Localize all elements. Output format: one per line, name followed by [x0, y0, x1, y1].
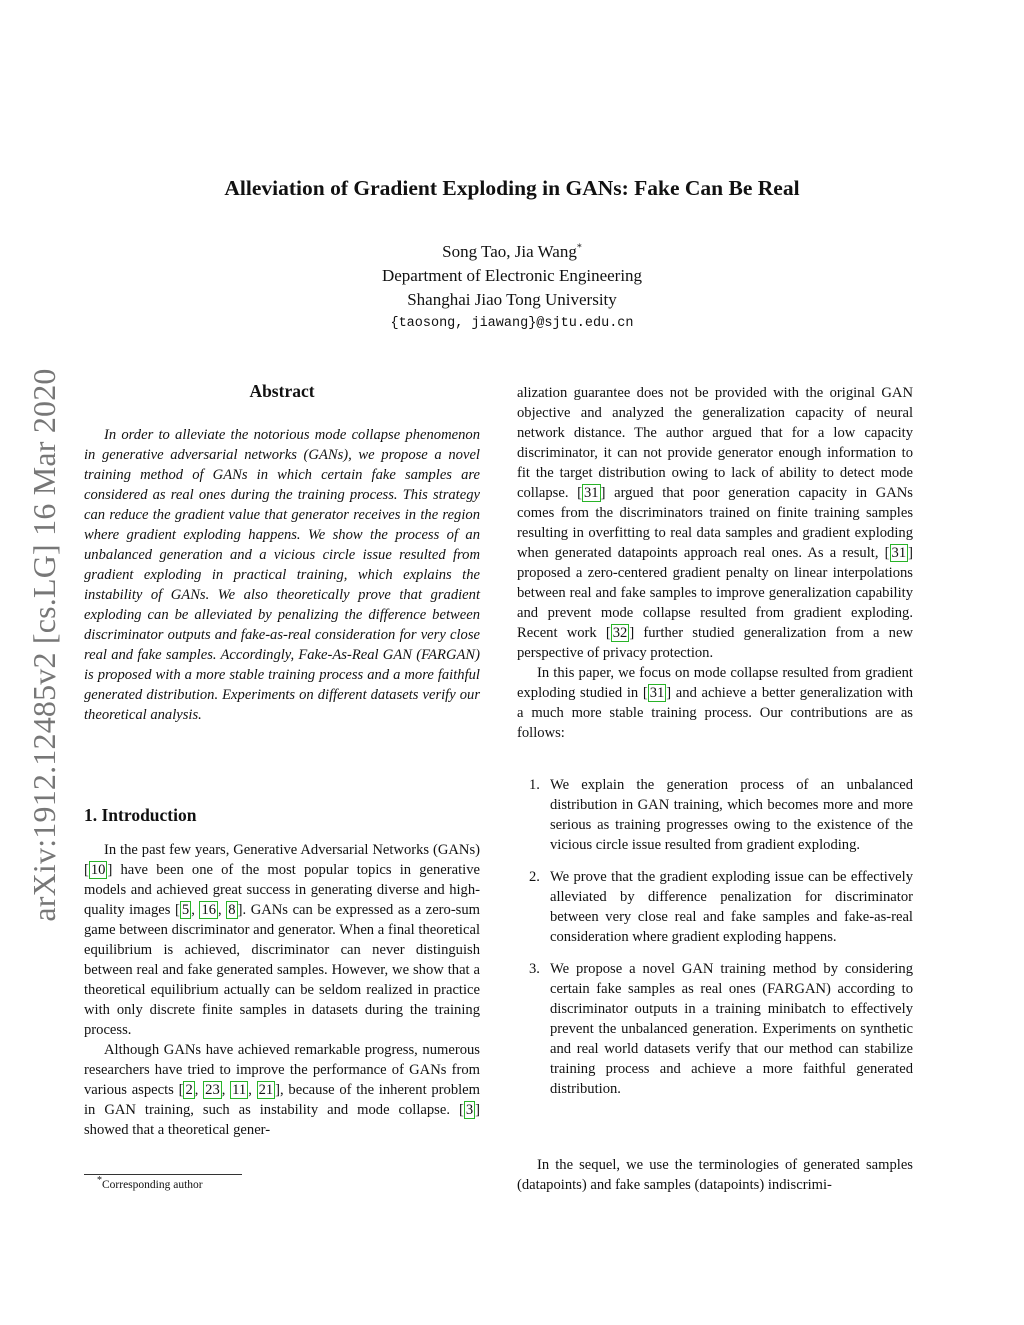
arxiv-stamp: arXiv:1912.12485v2 [cs.LG] 16 Mar 2020 — [26, 368, 62, 922]
list-item — [517, 867, 913, 947]
list-number: 2. — [529, 869, 540, 885]
intro-paragraph-1 — [84, 840, 480, 1040]
paper-title: Alleviation of Gradient Exploding in GANs: Fake Can Be Real — [224, 176, 800, 200]
list-item — [517, 775, 913, 855]
author-names-text: Song Tao, Jia Wang — [442, 242, 577, 261]
citation-link[interactable]: 21 — [258, 1082, 274, 1098]
list-item-text: We explain the generation process of an unbalanced distribution in GAN training, which becomes more and more serious as training progresses owing to the existence of the vicious circle issue resulted from gradient exploding. — [550, 777, 913, 853]
text-run: ] proposed a zero-centered gradient penalty on linear interpolations between real and fake samples to improve generalization capability and prevent mode collapse resulted from gradient exploding. Recent work [ — [517, 545, 913, 641]
abstract-heading: Abstract — [249, 381, 315, 401]
citation-link[interactable]: 5 — [181, 902, 190, 918]
intro-paragraph-2 — [84, 1040, 480, 1140]
text-run: ] and achieve a better generalization with a much more stable training process. Our contributions are as follows: — [517, 685, 913, 741]
citation-link[interactable]: 8 — [228, 902, 236, 918]
text-run: Although GANs have achieved remarkable progress, numerous researchers have tried to improve the performance of GANs from various aspects [ — [84, 1042, 480, 1098]
list-number: 1. — [529, 777, 540, 793]
citation-link[interactable]: 31 — [583, 485, 599, 501]
text-run: ], because of the inherent problem in GAN training, such as instability and mode collapse. [ — [84, 1082, 481, 1118]
footnote-mark: * — [97, 1175, 102, 1187]
text-run: ] further studied generalization from a new perspective of privacy protection. — [517, 625, 913, 661]
list-item-text: We propose a novel GAN training method by considering certain fake samples as real ones (FARGAN) according to discriminator outputs in a training minibatch to effectively prevent the unbalanced generation. Experiments on synthetic and real world datasets verify that our method can stabilize training process and achieve a more faithful generated distribution. — [550, 961, 913, 1097]
citation-link[interactable]: 16 — [201, 902, 217, 918]
sequel-paragraph — [517, 1155, 913, 1195]
author-block — [0, 240, 1024, 336]
list-item-text: We prove that the gradient exploding issue can be effectively alleviated by difference penalization for discriminator between very close real and fake samples and fake-as-real consideration where gradient exploding happens. — [550, 869, 913, 945]
citation-link[interactable]: 31 — [649, 685, 665, 701]
text-run: , — [194, 1082, 204, 1098]
contributions-list — [517, 775, 913, 1111]
list-item — [517, 959, 913, 1099]
footnote-divider — [84, 1174, 242, 1175]
text-run: ]. GANs can be expressed as a zero-sum game between discriminator and generator. When a final theoretical equilibrium is achieved, discriminator can never distinguish between real and fake generated samples. However, we show that a theoretical equilibrium actually can be seldom realized in practice with only discrete finite samples in datasets during the training process. — [84, 902, 481, 1038]
abstract-body — [84, 425, 480, 725]
text-run: , — [221, 1082, 231, 1098]
citation-link[interactable]: 32 — [612, 625, 628, 641]
author-email: {taosong, jiawang}@sjtu.edu.cn — [390, 316, 634, 331]
author-names — [0, 240, 1024, 264]
right-paragraph-1 — [517, 383, 913, 663]
citation-link[interactable]: 31 — [891, 545, 907, 561]
citation-link[interactable]: 3 — [465, 1102, 474, 1118]
text-run: , — [191, 902, 200, 918]
introduction-body — [84, 840, 480, 1140]
affiliation-department: Department of Electronic Engineering — [381, 266, 643, 285]
right-paragraph-2 — [517, 663, 913, 743]
text-run: , — [248, 1082, 257, 1098]
text-run: In the past few years, Generative Adversarial Networks (GANs) [ — [84, 842, 480, 878]
citation-link[interactable]: 2 — [185, 1082, 193, 1098]
sequel-text: In the sequel, we use the terminologies of generated samples (datapoints) and fake samples (datapoints) indiscrimi- — [517, 1157, 913, 1193]
citation-link[interactable]: 11 — [232, 1082, 247, 1098]
footnote-text: Corresponding author — [102, 1179, 203, 1191]
list-number: 3. — [529, 961, 540, 977]
affiliation-university: Shanghai Jiao Tong University — [407, 290, 617, 309]
text-run: In this paper, we focus on mode collapse resulted from gradient exploding studied in [ — [517, 665, 913, 701]
citation-link[interactable]: 23 — [205, 1082, 220, 1098]
corresponding-mark: * — [576, 242, 582, 254]
introduction-heading: 1. Introduction — [84, 805, 197, 825]
text-run: ] argued that poor generation capacity in GANs comes from the discriminators trained on finite training samples resulting in overfitting to real data samples and gradient exploding when generated datapoints approach real ones. As a result, [ — [517, 485, 913, 561]
abstract-text: In order to alleviate the notorious mode collapse phenomenon in generative adversarial networks (GANs), we propose a novel training method of GANs in which certain fake samples are considered as real ones during the training process. This strategy can reduce the gradient value that generator receives in the region where gradient exploding happens. We show the process of an unbalanced generation and a vicious circle issue resulted from gradient exploding in practical training, which explains the instability of GANs. We also theoretically prove that gradient exploding can be alleviated by penalizing the difference between discriminator outputs and fake-as-real consideration for very close real and fake samples. Accordingly, Fake-As-Real GAN (FARGAN) is proposed with a more stable training process and a more faithful generated distribution. Experiments on different datasets verify our theoretical analysis. — [84, 427, 480, 723]
text-run: ] have been one of the most popular topics in generative models and achieved great success in generating diverse and high-quality images [ — [84, 862, 480, 918]
citation-link[interactable]: 10 — [90, 862, 106, 878]
right-column-body — [517, 383, 913, 743]
footnote — [97, 1177, 203, 1193]
text-run: , — [218, 902, 227, 918]
text-run: ] showed that a theoretical gener- — [84, 1102, 480, 1138]
text-run: alization guarantee does not be provided with the original GAN objective and analyzed the generalization capacity of neural network distance. The author argued that for a low capacity discriminator, it can not provide generator enough information to fit the target distribution owing to lack of ability to detect mode collapse. [ — [517, 385, 913, 501]
